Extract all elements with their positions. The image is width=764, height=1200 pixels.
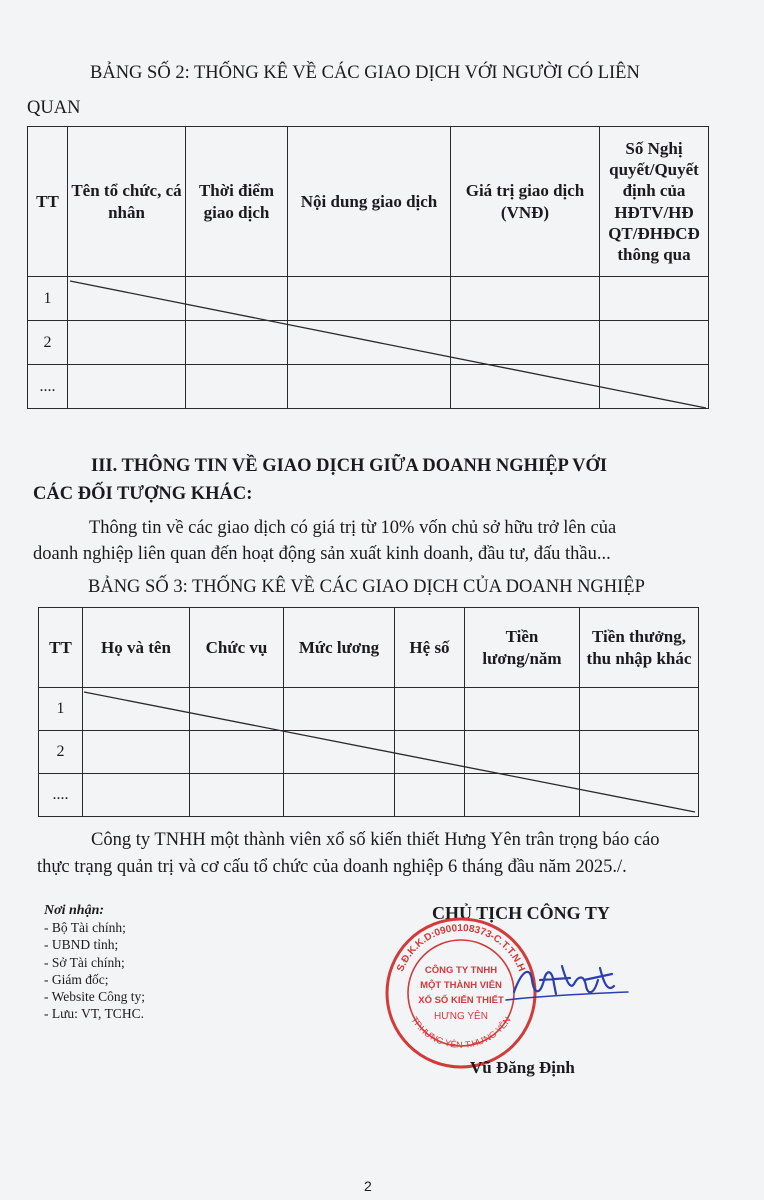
table-row (28, 277, 709, 321)
table-row (39, 774, 699, 817)
seal-outer-text: S.Đ.K.K.D:0900108373-C.T.T.N.H (395, 922, 527, 974)
table2-header-row (28, 127, 709, 277)
table2-header-cell: Số Nghị quyết/Quyết định của HĐTV/HĐ QT/ĐHĐCĐ thông qua (600, 127, 709, 277)
table-row (28, 321, 709, 365)
signatory-name: Vũ Đăng Định (470, 1058, 575, 1077)
page-number: 2 (364, 1178, 372, 1194)
section3-heading-line1: III. THÔNG TIN VỀ GIAO DỊCH GIỮA DOANH NGHIỆP VỚI (91, 456, 608, 476)
recipient-item: - Website Công ty; (44, 989, 146, 1005)
table2-header-cell: Giá trị giao dịch (VNĐ) (451, 127, 600, 277)
table2-header-cell: TT (28, 127, 68, 277)
closing-line1: Công ty TNHH một thành viên xổ số kiến thiết Hưng Yên trân trọng báo cáo (91, 830, 660, 850)
table3-header-cell: Mức lương (284, 608, 395, 688)
table-row (39, 731, 699, 774)
table3-title: BẢNG SỐ 3: THỐNG KÊ VỀ CÁC GIAO DỊCH CỦA DOANH NGHIỆP (88, 577, 645, 597)
row-number: 1 (39, 688, 83, 731)
table3-header-cell: TT (39, 608, 83, 688)
row-number: 2 (39, 731, 83, 774)
table3 (38, 607, 699, 817)
table-row (39, 688, 699, 731)
closing-line2: thực trạng quản trị và cơ cấu tổ chức của doanh nghiệp 6 tháng đầu năm 2025./. (37, 857, 627, 877)
company-seal (381, 913, 541, 1073)
row-number: 1 (28, 277, 68, 321)
section3-paragraph-line1: Thông tin về các giao dịch có giá trị từ 10% vốn chủ sở hữu trở lên của (89, 518, 617, 538)
seal-center-line: XỔ SỐ KIẾN THIẾT (418, 995, 504, 1006)
table3-header-cell: Tiền thưởng, thu nhập khác (580, 608, 699, 688)
signature-title: CHỦ TỊCH CÔNG TY (432, 903, 610, 923)
table3-header-row (39, 608, 699, 688)
recipient-item: - Lưu: VT, TCHC. (44, 1006, 144, 1022)
row-number: .... (28, 365, 68, 409)
table2-title-line2: QUAN (27, 98, 81, 118)
seal-center-line: CÔNG TY TNHH (424, 965, 498, 976)
table2-header-cell: Thời điểm giao dịch (186, 127, 288, 277)
table2-title-line1: BẢNG SỐ 2: THỐNG KÊ VỀ CÁC GIAO DỊCH VỚI NGƯỜI CÓ LIÊN (90, 63, 640, 83)
table3-header-cell: Chức vụ (190, 608, 284, 688)
seal-center-line: MỘT THÀNH VIÊN (420, 980, 502, 991)
table3-header-cell: Họ và tên (83, 608, 190, 688)
recipient-item: - Bộ Tài chính; (44, 920, 126, 936)
section3-heading-line2: CÁC ĐỐI TƯỢNG KHÁC: (33, 484, 253, 504)
section3-paragraph-line2: doanh nghiệp liên quan đến hoạt động sản xuất kinh doanh, đầu tư, đấu thầu... (33, 544, 611, 564)
recipient-item: - Sở Tài chính; (44, 954, 125, 970)
table3-header-cell: Tiền lương/năm (465, 608, 580, 688)
recipient-item: - Giám đốc; (44, 971, 109, 987)
table2 (27, 126, 709, 409)
recipients-title: Nơi nhận: (44, 903, 105, 918)
table3-header-cell: Hệ số (395, 608, 465, 688)
seal-center-line: HƯNG YÊN (434, 1011, 488, 1022)
recipients-block (44, 902, 145, 1022)
row-number: 2 (28, 321, 68, 365)
table-row (28, 365, 709, 409)
table2-header-cell: Nội dung giao dịch (288, 127, 451, 277)
row-number: .... (39, 774, 83, 817)
recipient-item: - UBND tỉnh; (44, 937, 119, 953)
table2-header-cell: Tên tổ chức, cá nhân (68, 127, 186, 277)
seal-bottom-text: TP.HƯNG YÊN-T.HƯNG YÊN (409, 1014, 513, 1050)
